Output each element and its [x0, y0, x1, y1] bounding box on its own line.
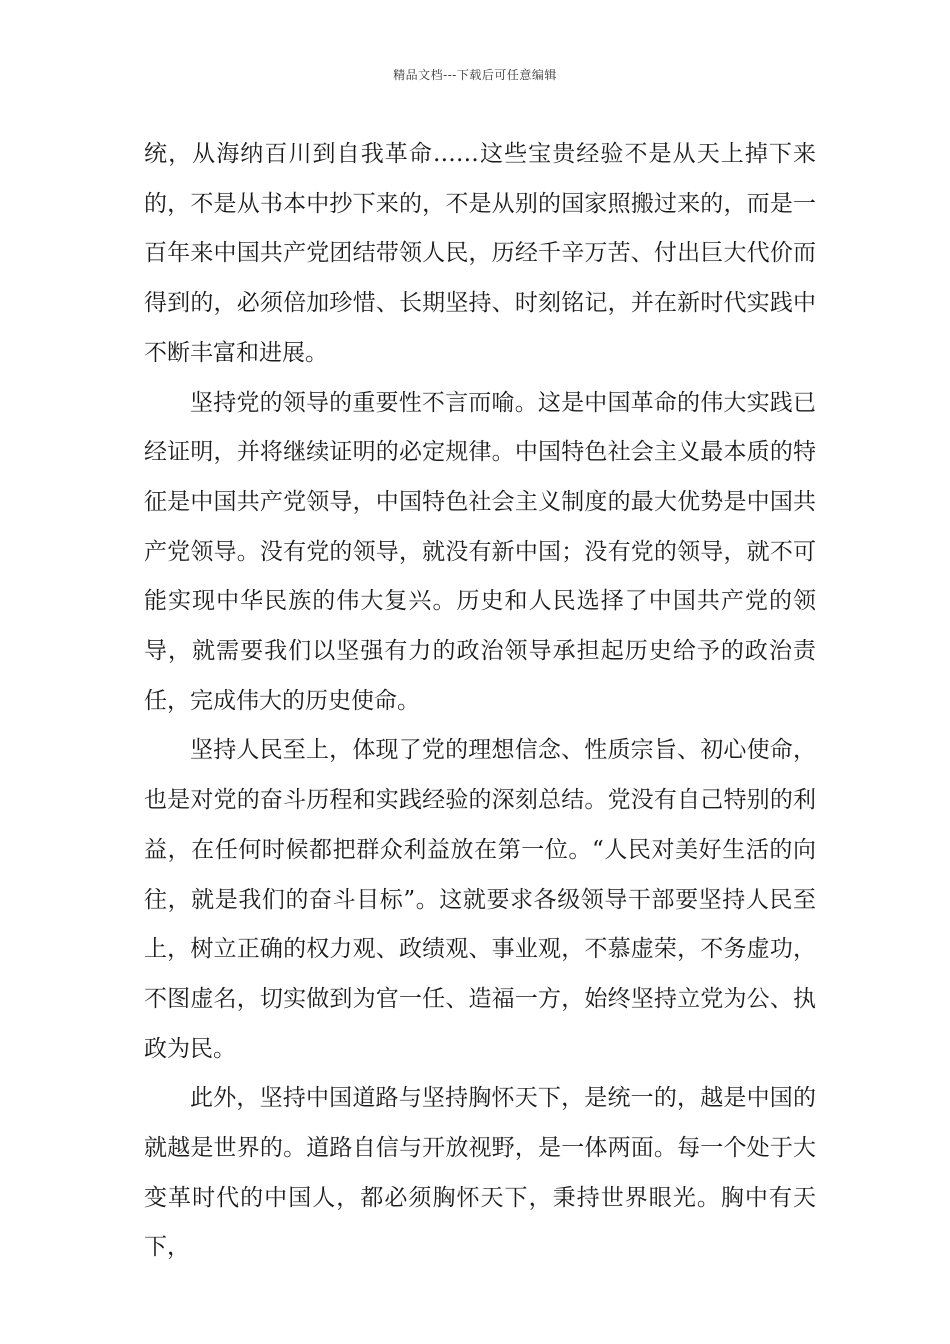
paragraph-world-vision: 此外，坚持中国道路与坚持胸怀天下，是统一的，越是中国的就越是世界的。道路自信与开放视野，是一体两面。每一个处于大变革时代的中国人，都必须胸怀天下，秉持世界眼光。胸中有天下，: [144, 1085, 816, 1261]
paragraph-people-first: 坚持人民至上，体现了党的理想信念、性质宗旨、初心使命，也是对党的奋斗历程和实践经验的深刻总结。党没有自己特别的利益，在任何时候都把群众利益放在第一位。“人民对美好生活的向往，就是我们的奋斗目标”。这就要求各级领导干部要坚持人民至上，树立正确的权力观、政绩观、事业观，不慕虚荣，不务虚功，不图虚名，切实做到为官一任、造福一方，始终坚持立党为公、执政为民。: [144, 737, 816, 1062]
page-header: 精品文档---下载后可任意编辑: [393, 68, 557, 82]
document-body: [144, 130, 816, 1273]
paragraph-continuation: 统，从海纳百川到自我革命……这些宝贵经验不是从天上掉下来的，不是从书本中抄下来的，不是从别的国家照搬过来的，而是一百年来中国共产党团结带领人民，历经千辛万苦、付出巨大代价而得到的，必须倍加珍惜、长期坚持、时刻铭记，并在新时代实践中不断丰富和进展。: [144, 141, 816, 366]
paragraph-party-leadership: 坚持党的领导的重要性不言而喻。这是中国革命的伟大实践已经证明，并将继续证明的必定规律。中国特色社会主义最本质的特征是中国共产党领导，中国特色社会主义制度的最大优势是中国共产党领导。没有党的领导，就没有新中国；没有党的领导，就不可能实现中华民族的伟大复兴。历史和人民选择了中国共产党的领导，就需要我们以坚强有力的政治领导承担起历史给予的政治责任，完成伟大的历史使命。: [144, 389, 816, 714]
